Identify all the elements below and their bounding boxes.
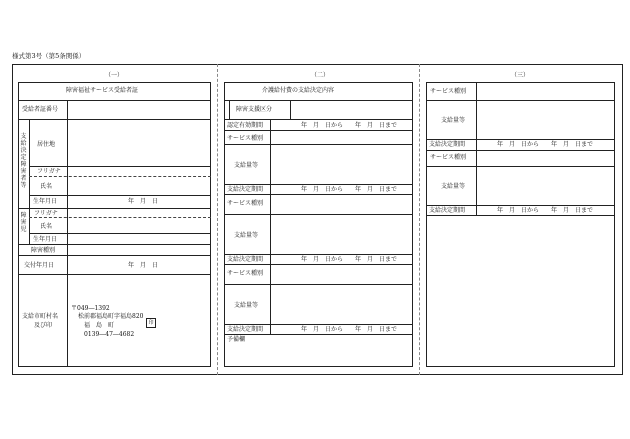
validity-period-label: 認定有効期間	[227, 122, 264, 129]
decision-period-value-3: 年 月 日から 年 月 日まで	[301, 326, 398, 333]
beneficiary-group-label: 支給決定障害者等	[20, 133, 27, 189]
s3-decision-period-label-1: 支給決定期間	[429, 141, 466, 148]
benefit-amount-label-2: 支給量等	[234, 232, 259, 239]
certificate-title: 障害福祉サービス受給者証	[66, 87, 139, 94]
notes-label: 予備欄	[227, 336, 246, 343]
decision-period-label-3: 支給決定期間	[227, 326, 264, 333]
recipient-number-label: 受給者証番号	[22, 106, 59, 113]
decision-period-value-2: 年 月 日から 年 月 日まで	[301, 256, 398, 263]
birthdate-label: 生年月日	[33, 198, 58, 205]
s3-benefit-amount-label-2: 支給量等	[441, 183, 466, 190]
address-label: 居住地	[37, 141, 56, 148]
municipality-label-line-1: 支給市町村名	[22, 313, 59, 320]
support-category-label: 障害支援区分	[236, 106, 273, 113]
s3-service-type-label-1: サービス種別	[430, 88, 467, 95]
service-type-label-2: サービス種別	[227, 200, 264, 207]
decision-period-label-1: 支給決定期間	[227, 186, 264, 193]
form-title: 様式第3号（第5条関係）	[12, 52, 86, 60]
section-header-2: （二）	[311, 72, 330, 79]
furigana-label: フリガナ	[37, 168, 61, 175]
s3-decision-period-label-2: 支給決定期間	[429, 207, 466, 214]
section-3-frame	[426, 82, 615, 367]
postal-code: 〒049―1392	[71, 305, 110, 312]
service-type-label-3: サービス種別	[227, 270, 264, 277]
s3-benefit-amount-label-1: 支給量等	[441, 117, 466, 124]
s3-service-type-label-2: サービス種別	[430, 154, 467, 161]
s3-decision-period-value-1: 年 月 日から 年 月 日まで	[497, 141, 594, 148]
seal-mark: 印	[146, 318, 156, 328]
child-birthdate-label: 生年月日	[33, 236, 58, 243]
phone-number: 0139―47―4682	[84, 331, 135, 338]
issue-date-label: 交付年月日	[24, 262, 55, 269]
child-name-label: 氏名	[40, 223, 53, 230]
section-header-1: （一）	[105, 72, 124, 79]
benefit-amount-label-3: 支給量等	[234, 302, 259, 309]
decision-period-label-2: 支給決定期間	[227, 256, 264, 263]
town-name: 福 島 町	[84, 322, 115, 329]
child-group-label: 障害児	[20, 212, 27, 233]
validity-period-value: 年 月 日から 年 月 日まで	[301, 122, 398, 129]
service-type-label-1: サービス種別	[227, 135, 264, 142]
benefit-decision-title: 介護給付費の支給決定内容	[262, 87, 335, 94]
section-header-3: （三）	[511, 72, 530, 79]
birthdate-ymd: 年 月 日	[128, 198, 159, 205]
issue-date-ymd: 年 月 日	[128, 262, 159, 269]
benefit-amount-label-1: 支給量等	[234, 162, 259, 169]
fold-line-2	[419, 64, 420, 375]
s3-decision-period-value-2: 年 月 日から 年 月 日まで	[497, 207, 594, 214]
municipality-label-line-2: 及び印	[34, 322, 53, 329]
disability-type-label: 障害種別	[31, 247, 56, 254]
name-label: 氏名	[40, 183, 53, 190]
municipality-address: 松前郡福島町字福島820	[78, 313, 144, 320]
fold-line-1	[217, 64, 218, 375]
decision-period-value-1: 年 月 日から 年 月 日まで	[301, 186, 398, 193]
child-furigana-label: フリガナ	[34, 210, 58, 217]
